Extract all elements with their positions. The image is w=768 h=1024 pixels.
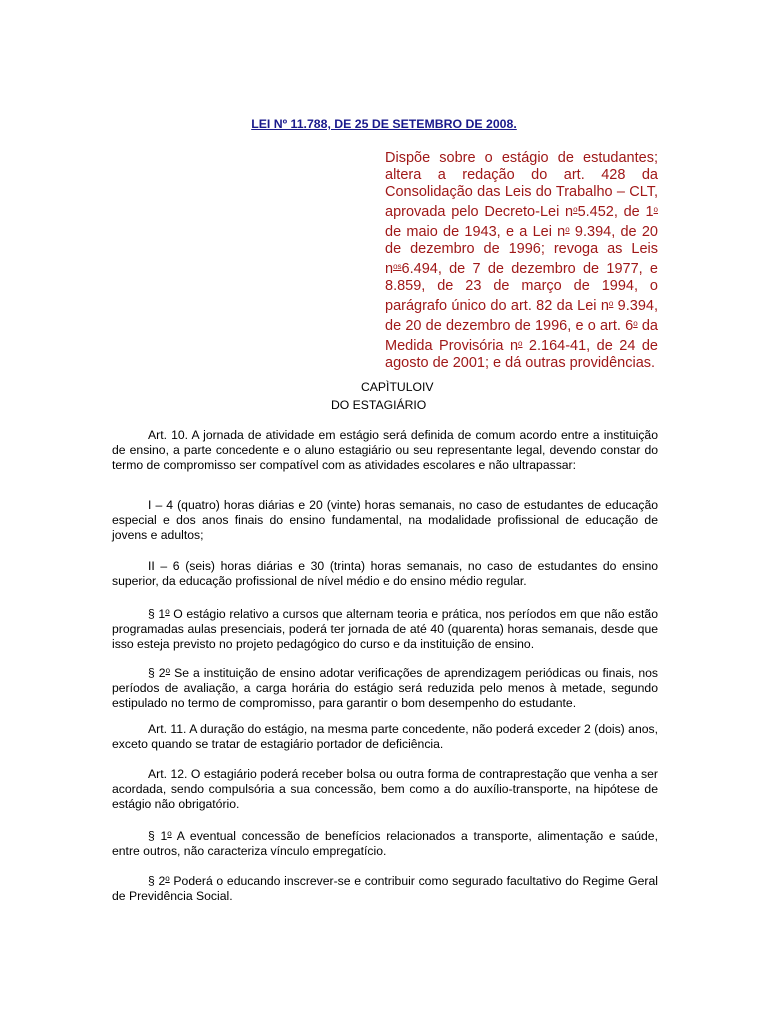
article-12-paragraph-1 bbox=[112, 826, 658, 859]
paragraph-ordinal: o bbox=[165, 874, 170, 883]
article-10-paragraph-2 bbox=[112, 663, 658, 711]
law-summary bbox=[385, 150, 658, 372]
paragraph-symbol: § 1 bbox=[148, 829, 168, 843]
summary-text-7: da Medida Provisória n bbox=[385, 318, 658, 354]
article-12-paragraph-2 bbox=[112, 871, 658, 904]
paragraph-symbol: § 2 bbox=[148, 874, 166, 888]
article-12-paragraph-1-text: A eventual concessão de benefícios relacionados a transporte, alimentação e saúde, entre outros, não caracteriza vínculo empregatício. bbox=[112, 829, 658, 858]
article-10-paragraph-1 bbox=[112, 604, 658, 652]
paragraph-ordinal: o bbox=[167, 829, 172, 838]
summary-sup-4: os bbox=[393, 262, 402, 271]
article-11 bbox=[112, 722, 658, 752]
summary-text-4: 9.394, de 20 de dezembro de 1996; revoga as Leis n bbox=[385, 224, 658, 277]
paragraph-ordinal: o bbox=[165, 666, 171, 675]
summary-text-6: 9.394, de 20 de dezembro de 1996, e o art. 6 bbox=[385, 298, 659, 334]
summary-sup-5: o bbox=[608, 299, 614, 308]
article-10-text: Art. 10. A jornada de atividade em estágio será definida de comum acordo entre a instituição de ensino, a parte concedente e o aluno estagiário ou seu representante legal, devendo constar do termo de compromisso ser compatível com as atividades escolares e não ultrapassar: bbox=[112, 428, 658, 472]
article-11-text: Art. 11. A duração do estágio, na mesma parte concedente, não poderá exceder 2 (dois) anos, exceto quando se tratar de estagiário portador de deficiência. bbox=[112, 722, 658, 751]
article-12 bbox=[112, 767, 658, 812]
article-10-item-i-text: I – 4 (quatro) horas diárias e 20 (vinte) horas semanais, no caso de estudantes de educação especial e dos anos finais do ensino fundamental, na modalidade profissional de educação de jovens e adultos; bbox=[112, 498, 658, 542]
summary-text-3: de maio de 1943, e a Lei n bbox=[385, 224, 566, 240]
chapter-number-text: CAPÌTULOIV bbox=[361, 380, 434, 394]
summary-sup-2: o bbox=[653, 205, 658, 214]
summary-sup-6: o bbox=[633, 319, 638, 328]
summary-sup-3: o bbox=[565, 225, 570, 234]
summary-sup-7: o bbox=[518, 339, 523, 348]
article-12-paragraph-2-text: Poderá o educando inscrever-se e contribuir como segurado facultativo do Regime Geral de Previdência Social. bbox=[112, 874, 658, 903]
summary-text-8: 2.164-41, de 24 de agosto de 2001; e dá outras providências. bbox=[385, 338, 658, 371]
paragraph-symbol: § 1 bbox=[148, 607, 166, 621]
article-10 bbox=[112, 428, 658, 473]
article-10-paragraph-1-text: O estágio relativo a cursos que alternam teoria e prática, nos períodos em que não estão programadas aulas presenciais, poderá ter jornada de até 40 (quarenta) horas semanais, desde que isso esteja previsto no projeto pedagógico do curso e da instituição de ensino. bbox=[112, 607, 658, 651]
article-10-paragraph-2-text: Se a instituição de ensino adotar verificações de aprendizagem periódicas ou finais, nos períodos de avaliação, a carga horária do estágio será reduzida pelo menos à metade, segundo estipulado no termo de compromisso, para garantir o bom desempenho do estudante. bbox=[112, 666, 658, 710]
article-10-item-ii-text: II – 6 (seis) horas diárias e 30 (trinta) horas semanais, no caso de estudantes do ensino superior, da educação profissional de nível médio e do ensino médio regular. bbox=[112, 559, 658, 588]
summary-sup-1: o bbox=[573, 205, 578, 214]
summary-text-2: 5.452, de 1 bbox=[577, 204, 654, 220]
article-10-item-i bbox=[112, 498, 658, 543]
summary-text-1: Dispõe sobre o estágio de estudantes; altera a redação do art. 428 da Consolidação das Leis do Trabalho – CLT, aprovada pelo Decreto-Lei n bbox=[385, 150, 658, 220]
chapter-name-text: DO ESTAGIÁRIO bbox=[331, 398, 427, 412]
article-10-item-ii bbox=[112, 559, 658, 589]
law-title: LEI Nº 11.788, DE 25 DE SETEMBRO DE 2008. bbox=[251, 117, 517, 131]
summary-text-5: 6.494, de 7 de dezembro de 1977, e 8.859, de 23 de março de 1994, o parágrafo único do art. 82 da Lei n bbox=[385, 261, 658, 314]
article-12-text: Art. 12. O estagiário poderá receber bolsa ou outra forma de contraprestação que venha a ser acordada, sendo compulsória a sua concessão, bem como a do auxílio-transporte, na hipótese de estágio não obrigatório. bbox=[112, 767, 658, 811]
paragraph-symbol: § 2 bbox=[148, 666, 166, 680]
paragraph-ordinal: o bbox=[165, 607, 170, 616]
